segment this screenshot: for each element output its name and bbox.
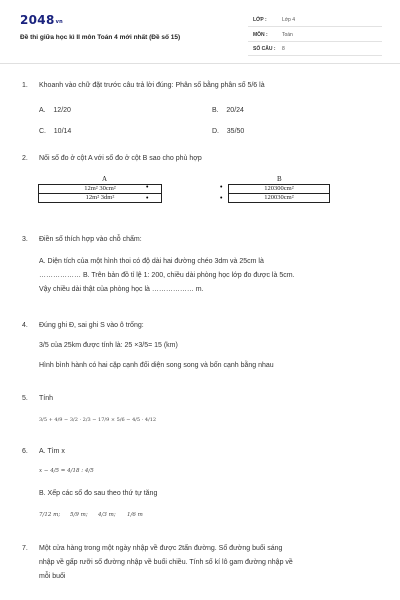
meta-subject-row [248, 29, 382, 42]
question-line: ……………… B. Trên bản đồ tỉ lệ 1: 200, chiều dài phòng học lớp đo được là 5cm. [39, 272, 295, 279]
option-a[interactable] [39, 107, 71, 114]
measure-item: 4/3 m; [98, 512, 116, 518]
column-a-header: A [102, 175, 108, 183]
question-text: Khoanh vào chữ đặt trước câu trả lời đúng: Phân số bằng phân số 5/6 là [39, 82, 265, 89]
question-number: 7. [22, 545, 28, 552]
math-expression: 3/5 + 4/9 − 3/2 · 2/3 − 17/9 × 5/6 − 4/5 · 4/12 [39, 417, 157, 423]
meta-count-label: SỐ CÂU : [253, 46, 276, 52]
question-line: B. Xếp các số đo sau theo thứ tự tăng [39, 490, 158, 497]
match-dot-b2[interactable]: • [220, 195, 223, 202]
meta-subject-value: Toán [282, 32, 293, 38]
question-line: Vậy chiều dài thật của phòng học là ……………… m. [39, 286, 204, 293]
column-b-header: B [277, 175, 282, 183]
meta-class-label: LỚP : [253, 17, 267, 23]
column-b-item[interactable]: 120030cm² [229, 194, 330, 203]
site-logo[interactable] [20, 13, 63, 27]
column-a-item[interactable]: 12m² 30cm² [39, 185, 162, 194]
option-b[interactable] [212, 107, 244, 114]
meta-count-row [248, 43, 382, 56]
match-dot-a1[interactable]: • [146, 184, 149, 191]
statement-1: 3/5 của 25km được tính là: 25 ×3/5= 15 (km) [39, 342, 178, 349]
logo-text: 2048 [20, 13, 55, 27]
column-b-item[interactable]: 120300cm² [229, 185, 330, 194]
match-dot-a2[interactable]: • [146, 195, 149, 202]
question-7 [22, 545, 382, 590]
column-b-table [228, 184, 330, 203]
question-line: A. Diện tích của một hình thoi có độ dài hai đường chéo 3dm và 25cm là [39, 258, 264, 265]
logo-suffix: vn [55, 19, 64, 25]
meta-class-value: Lớp 4 [282, 17, 296, 23]
question-line: nhập về gấp rưỡi số đường nhập về buổi chiều. Tính số kí lô gam đường nhập về [39, 559, 293, 566]
question-2 [22, 155, 382, 215]
question-text: Nối số đo ở cột A với số đo ở cột B sao cho phù hợp [39, 155, 202, 162]
question-text: Tính [39, 395, 54, 402]
column-a-item[interactable]: 12m² 3dm² [39, 194, 162, 203]
option-letter: B. [212, 107, 219, 114]
page-title: Đề thi giữa học kì II môn Toán 4 mới nhất (Đề số 15) [20, 34, 181, 41]
question-number: 2. [22, 155, 28, 162]
option-letter: A. [39, 107, 46, 114]
question-text: Điền số thích hợp vào chỗ chấm: [39, 236, 142, 243]
exam-header [0, 0, 400, 60]
question-line: mỗi buổi [39, 573, 66, 580]
match-dot-b1[interactable]: • [220, 184, 223, 191]
measure-item: 1/6 m [127, 512, 143, 518]
question-6 [22, 448, 382, 528]
option-letter: C. [39, 128, 46, 135]
measure-item: 5/9 m; [70, 512, 88, 518]
question-text: Đúng ghi Đ, sai ghi S vào ô trống: [39, 322, 144, 329]
question-5 [22, 395, 382, 431]
question-number: 6. [22, 448, 28, 455]
question-number: 3. [22, 236, 28, 243]
question-number: 5. [22, 395, 28, 402]
math-expression: x − 4/5 = 4/18 : 4/5 [39, 468, 94, 474]
option-c[interactable] [39, 128, 71, 135]
column-a-table [38, 184, 162, 203]
question-3 [22, 236, 382, 296]
option-value: 12/20 [53, 107, 71, 114]
question-1 [22, 82, 382, 142]
option-value: 35/50 [226, 128, 245, 135]
question-number: 1. [22, 82, 28, 89]
meta-subject-label: MÔN : [253, 32, 268, 38]
option-value: 20/24 [226, 107, 244, 114]
header-divider [0, 63, 400, 64]
option-letter: D. [212, 128, 219, 135]
option-value: 10/14 [53, 128, 72, 135]
question-text: Một cửa hàng trong một ngày nhập về được 2tấn đường. Số đường buổi sáng [39, 545, 283, 552]
statement-2: Hình bình hành có hai cặp cạnh đối diện song song và bốn cạnh bằng nhau [39, 362, 274, 369]
question-number: 4. [22, 322, 28, 329]
measure-item: 7/12 m; [39, 512, 61, 518]
question-text: A. Tìm x [39, 448, 65, 455]
meta-class-row [248, 14, 382, 27]
option-d[interactable] [212, 128, 244, 135]
meta-count-value: 8 [282, 46, 285, 52]
question-4 [22, 322, 382, 372]
